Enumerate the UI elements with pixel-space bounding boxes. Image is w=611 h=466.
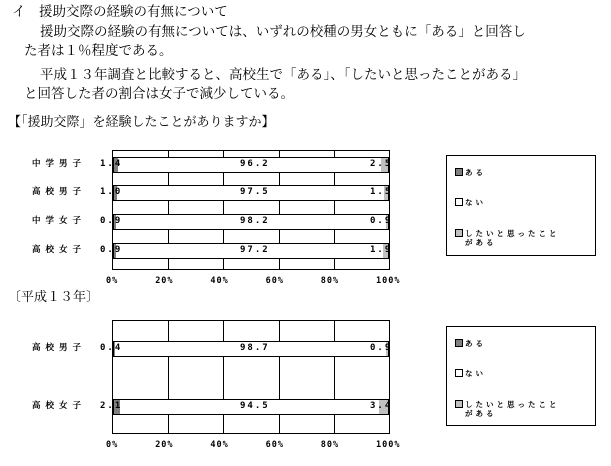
legend-label-aru: ある (465, 168, 486, 177)
data-label-nai: 94.5 (240, 401, 270, 411)
x-tick-label: 60% (265, 276, 284, 286)
chart-1-title: 【「援助交際」を経験したことがありますか】 (8, 115, 275, 130)
category-label: 中学女子 (32, 216, 87, 226)
gridline (223, 321, 224, 433)
legend-label-shitai-1: したいと思ったこと (465, 229, 560, 238)
data-label-aru: 2.1 (100, 401, 123, 411)
data-label-nai: 97.2 (240, 245, 270, 255)
section-heading: イ 援助交際の経験の有無について (12, 4, 228, 20)
chart-2-plot-area (112, 320, 393, 434)
x-tick-label: 20% (155, 276, 174, 286)
legend-item-nai-2 (455, 369, 486, 378)
legend-label-aru-2: ある (465, 339, 486, 348)
data-label-aru: 1.0 (100, 187, 123, 197)
x-tick-label: 100% (376, 276, 401, 286)
data-label-shitai: 0.9 (370, 343, 393, 353)
x-tick-label: 80% (320, 440, 340, 450)
data-label-shitai: 0.9 (370, 216, 393, 226)
data-label-nai: 97.5 (240, 187, 270, 197)
x-tick-label: 0% (106, 276, 119, 286)
gridline (334, 321, 335, 433)
x-tick-label: 20% (155, 440, 174, 450)
data-label-aru: 0.9 (100, 245, 123, 255)
category-label: 中学男子 (32, 159, 87, 169)
x-tick-label: 60% (265, 440, 284, 450)
gridline (168, 321, 169, 433)
chart-2-legend (446, 326, 596, 426)
data-label-shitai: 3.4 (370, 401, 393, 411)
data-label-nai: 98.7 (240, 343, 270, 353)
category-label: 高校女子 (32, 401, 87, 411)
paragraph-1-line-2: た者は１％程度である。 (24, 43, 173, 59)
legend-label-nai-2: ない (465, 369, 486, 378)
x-tick-label: 80% (320, 276, 340, 286)
data-label-shitai: 1.9 (370, 245, 393, 255)
category-label: 高校男子 (32, 187, 87, 197)
data-label-aru: 1.4 (100, 159, 123, 169)
x-tick-label: 40% (210, 276, 229, 286)
gridline (279, 321, 280, 433)
paragraph-2-line-2: と回答した者の割合は女子で減少している。 (24, 86, 294, 102)
data-label-aru: 0.4 (100, 343, 123, 353)
legend-item-aru-2 (455, 339, 486, 348)
data-label-nai: 96.2 (240, 159, 270, 169)
x-tick-label: 100% (376, 440, 401, 450)
category-label: 高校男子 (32, 343, 87, 353)
data-label-nai: 98.2 (240, 216, 270, 226)
data-label-shitai: 2.5 (370, 159, 393, 169)
legend-swatch-aru-2 (455, 339, 463, 347)
category-label: 高校女子 (32, 245, 87, 255)
data-label-aru: 0.9 (100, 216, 123, 226)
x-tick-label: 40% (210, 440, 229, 450)
legend-label-shitai-2a: したいと思ったこと (465, 400, 560, 409)
legend-item-shitai-2 (455, 400, 560, 418)
legend-swatch-nai-2 (455, 369, 463, 377)
paragraph-1-line-1: 援助交際の経験の有無については、いずれの校種の男女ともに「ある」と回答し (40, 24, 526, 40)
chart-2-title: 〔平成１３年〕 (8, 290, 100, 305)
legend-swatch-shitai-2 (455, 400, 463, 408)
legend-label-shitai-2b: がある (465, 409, 497, 418)
legend-label-shitai-2: がある (465, 238, 497, 247)
paragraph-2-line-1: 平成１３年調査と比較すると、高校生で「ある」、「したいと思ったことがある」 (40, 67, 526, 83)
x-tick-label: 0% (106, 440, 119, 450)
legend-label-nai: ない (465, 198, 486, 207)
data-label-shitai: 1.5 (370, 187, 393, 197)
